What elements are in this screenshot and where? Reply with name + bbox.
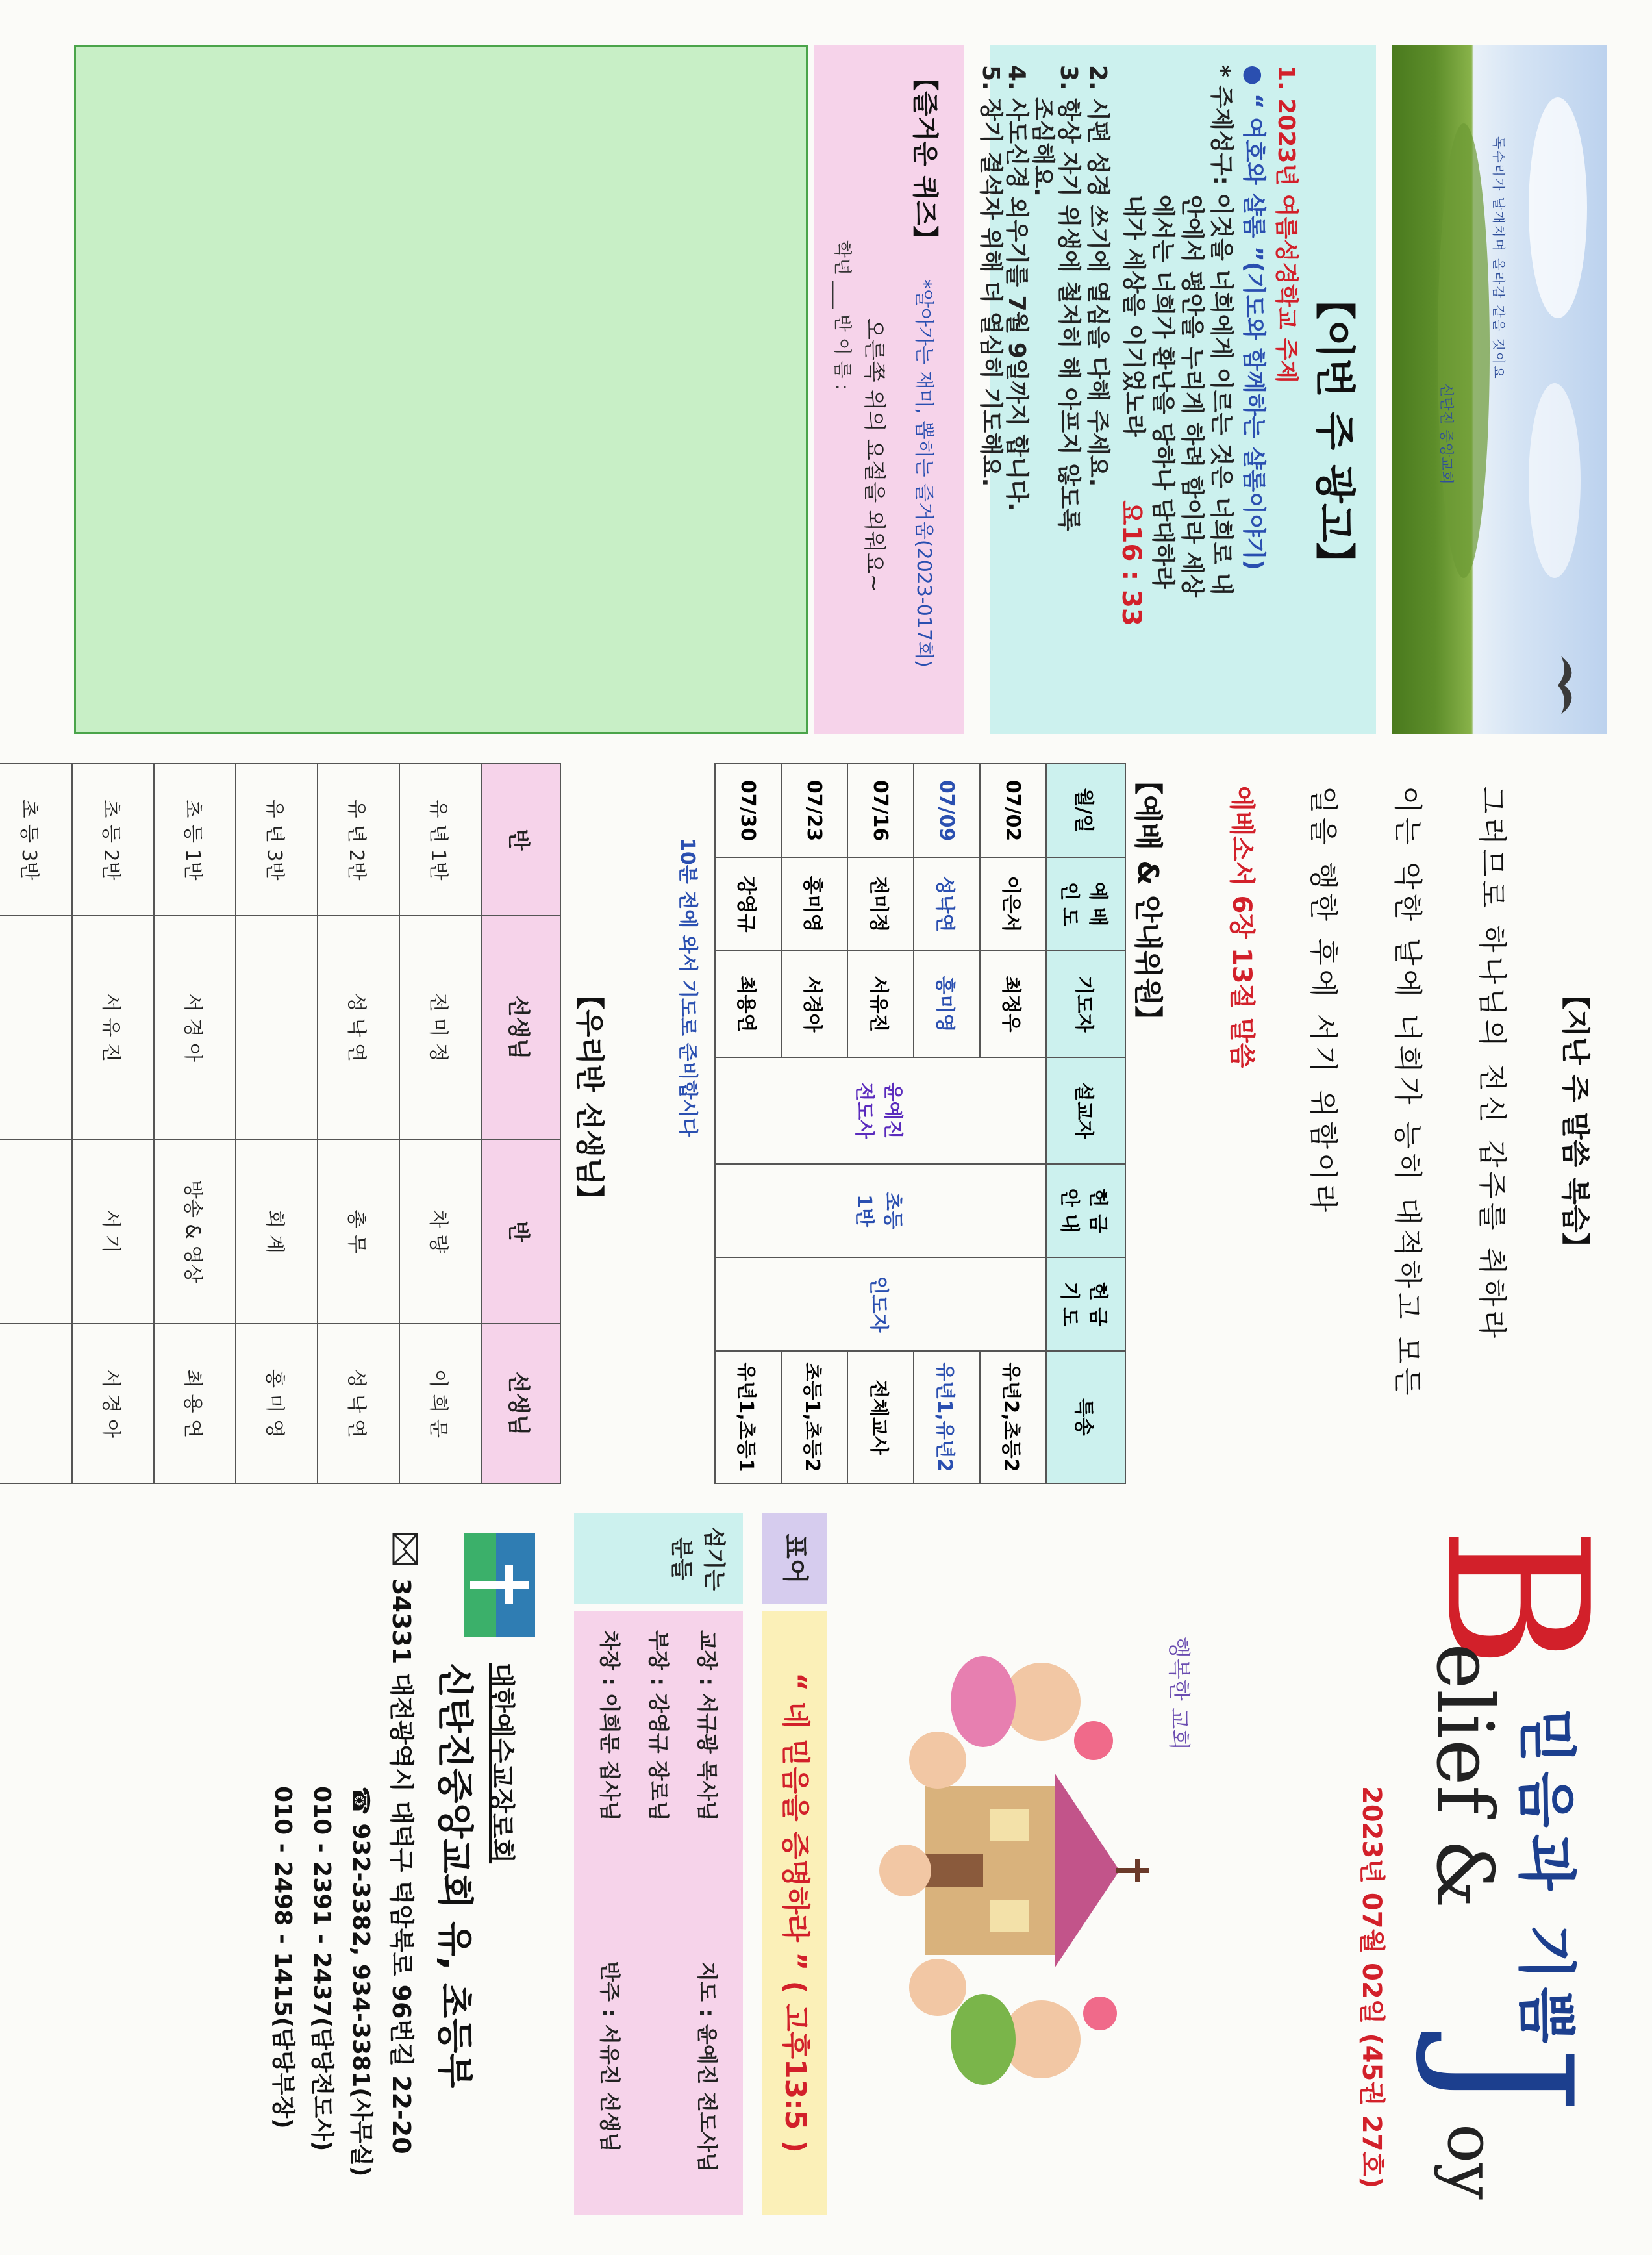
banner-image — [1392, 45, 1607, 734]
table-row — [236, 764, 318, 1483]
prayer-cell: 서경아 — [781, 951, 847, 1057]
review-title: 【지난 주 말씀 복습】 — [1558, 981, 1592, 1261]
teacher-cell: 최 용 연 — [154, 1324, 236, 1483]
staff-list — [574, 1611, 743, 2215]
leader-cell: 이은서 — [980, 857, 1046, 951]
phone-office: ☎ 932-3382, 934-3381(사무실) — [347, 1786, 374, 2177]
mail-icon — [392, 1533, 418, 1565]
motto-text: “ 네 믿음을 증명하라 ” ( 고후13:5 ) — [762, 1611, 827, 2215]
leader-cell: 홍미영 — [781, 857, 847, 951]
banner-hill — [1438, 123, 1490, 578]
table-row — [980, 764, 1046, 1483]
ads-item-1-verse: 내가 세상을 이기었노라 — [1120, 195, 1147, 437]
class-cell: 초 등 1반 — [154, 764, 236, 916]
leader-cell: 전미정 — [847, 857, 914, 951]
ads-item-1-ref: 요16 : 33 — [1116, 500, 1146, 626]
phone-head: 010 - 2498 - 1415(담당부장) — [269, 1786, 296, 2129]
illustration-caption: 행복한 교회 — [1166, 1637, 1192, 1751]
church-logo-icon — [464, 1533, 535, 1637]
review-reference: 에베소서 6장 13절 말씀 — [1227, 786, 1257, 1068]
staff-vice: 부장 : 강영규 장로님 — [646, 1630, 671, 1821]
banner-cloud — [1529, 97, 1587, 318]
role-cell: 서 기 — [72, 1139, 154, 1324]
offering-prayer-cell: 인도자 — [715, 1257, 1046, 1351]
role-cell: 총 무 — [318, 1139, 399, 1324]
date-cell: 07/09 — [914, 764, 980, 857]
role-cell: 회 계 — [236, 1139, 318, 1324]
table-row — [72, 764, 154, 1483]
quiz-section — [48, 45, 964, 734]
masthead-letter-b: B — [1403, 1526, 1629, 1670]
teachers-title: 【우리반 선생님】 — [573, 981, 606, 1214]
quiz-title: 【즐거운 퀴즈】 — [910, 65, 940, 252]
teacher-cell: 서 유 진 — [72, 916, 154, 1139]
banner-cloud — [1529, 383, 1581, 578]
class-teachers — [18, 760, 613, 1487]
quiz-subtitle: *알아가는 재미, 뽑히는 즐거움(2023-017회) — [912, 279, 935, 668]
role-cell: 방송 & 영상 — [154, 1139, 236, 1324]
worship-notice: 10분 전에 와서 기도로 준비합시다 — [676, 838, 699, 1137]
staff-elder: 차장 : 이희문 집사님 — [597, 1630, 622, 1821]
teacher-cell: 성 낙 연 — [318, 916, 399, 1139]
ads-item-1: 1. 2023년 여름성경학교 주제 — [1273, 65, 1299, 383]
eagle-icon — [1548, 656, 1581, 714]
staff-section — [574, 1513, 743, 2215]
quiz-header — [814, 45, 964, 734]
header-preacher: 설교자 — [1046, 1057, 1125, 1164]
ads-item-2: 2. 시편 성경 쓰기에 열심을 다해 주세요. — [1084, 65, 1111, 487]
header-class: 반 — [481, 764, 560, 916]
special-cell: 전체교사 — [847, 1351, 914, 1483]
preacher-cell: 윤예진 전도사 — [715, 1057, 1046, 1164]
table-header-row — [481, 764, 560, 1483]
offering-guide-cell: 초등 1반 — [715, 1164, 1046, 1257]
teacher-cell — [0, 916, 72, 1139]
special-cell: 초등1,초등2 — [781, 1351, 847, 1483]
ads-item-1-verse: * 주제성구: 이것을 너희에게 이르는 것은 너희로 내 — [1208, 65, 1234, 596]
role-cell — [0, 1139, 72, 1324]
table-row — [154, 764, 236, 1483]
worship-table — [714, 763, 1126, 1484]
ads-item-1-verse: 안에서 평안을 누리게 하려 함이라 세상 — [1179, 195, 1205, 598]
header-offering-prayer: 헌 금 기 도 — [1046, 1257, 1125, 1351]
staff-pastor: 교장 : 서규광 목사님 — [695, 1630, 720, 1821]
header-class: 반 — [481, 1139, 560, 1324]
special-cell: 유년2,초등2 — [980, 1351, 1046, 1483]
teacher-cell: 전 미 정 — [399, 916, 481, 1139]
phone-director: 010 - 2391 - 2437(담당전도사) — [308, 1786, 335, 2152]
teacher-cell — [0, 1324, 72, 1483]
date-cell: 07/30 — [715, 764, 781, 857]
prayer-cell: 홍미영 — [914, 951, 980, 1057]
date-cell: 07/16 — [847, 764, 914, 857]
review-line: 이는 악한 날에 너희가 능히 대적하고 모든 — [1391, 786, 1424, 1400]
denomination: 대한예수교장로회 — [486, 1663, 516, 1864]
teacher-cell: 이 희 문 — [399, 1324, 481, 1483]
worship-title: 【예배 & 안내위원】 — [1131, 766, 1164, 1035]
quiz-name-line: 학년 ___ 반 이 름 : — [832, 240, 853, 391]
header-prayer: 기도자 — [1046, 951, 1125, 1057]
ads-item-4: 4. 사도신경 외우기를 7월 9일까지 합니다. — [1003, 65, 1030, 511]
motto-section — [762, 1513, 827, 2215]
header-teacher: 선생님 — [481, 1324, 560, 1483]
issue-date: 2023년 07월 02일 (45권 27호) — [1357, 1786, 1386, 2189]
motto-label: 표어 — [762, 1513, 827, 1604]
banner-signature: 신탄진 중앙교회 — [1438, 383, 1454, 485]
ads-item-5: 5. 장기 결석자 위해 더 열심히 기도해요. — [977, 65, 1004, 487]
class-cell: 초 등 3반 — [0, 764, 72, 916]
leader-cell: 성낙연 — [914, 857, 980, 951]
class-cell: 유 년 1반 — [399, 764, 481, 916]
special-cell: 유년1,초등1 — [715, 1351, 781, 1483]
teachers-table — [0, 763, 561, 1484]
masthead — [1184, 1513, 1629, 2215]
happy-church-illustration — [873, 1624, 1210, 2091]
ads-title: 【이번 주 광고】 — [1311, 279, 1358, 583]
masthead-korean-title: 믿음과 기쁨 — [1512, 1708, 1580, 2050]
prayer-cell: 최정우 — [980, 951, 1046, 1057]
table-row — [0, 764, 72, 1483]
church-address: 34331 대전광역시 대덕구 덕암북로 96번길 22-20 — [387, 1578, 416, 2154]
table-header-row — [1046, 764, 1125, 1483]
staff-accompanist: 반주 : 서유진 선생님 — [597, 1961, 622, 2152]
teacher-cell: 서 경 아 — [72, 1324, 154, 1483]
ads-item-1-theme: ● “ 여호와 샬롬 ”(기도와 함께하는 샬롬이야기) — [1240, 65, 1267, 571]
header-leader: 예 배 인 도 — [1046, 857, 1125, 951]
date-cell: 07/02 — [980, 764, 1046, 857]
leader-cell: 강영규 — [715, 857, 781, 951]
table-row — [318, 764, 399, 1483]
review-line: 그러므로 하나님의 전신 갑주를 취하라 — [1475, 786, 1508, 1342]
header-teacher: 선생님 — [481, 916, 560, 1139]
ads-item-1-verse: 에서는 너희가 환난을 당하나 담대하라 — [1149, 195, 1176, 589]
quiz-instruction: 오른쪽 위의 요절을 외워요~ — [861, 318, 887, 593]
header-special: 특송 — [1046, 1351, 1125, 1483]
teacher-cell — [236, 916, 318, 1139]
last-week-review — [1191, 760, 1607, 1487]
church-info — [42, 1513, 548, 2215]
special-cell: 유년1,유년2 — [914, 1351, 980, 1483]
header-date: 월/일 — [1046, 764, 1125, 857]
header-offering-guide: 헌 금 안 내 — [1046, 1164, 1125, 1257]
masthead-elief: elief & — [1419, 1643, 1509, 1909]
date-cell: 07/23 — [781, 764, 847, 857]
church-name: 신탄진중앙교회 유, 초등부 — [433, 1663, 475, 2089]
review-line: 일을 행한 후에 서기 위함이라 — [1307, 786, 1340, 1216]
role-cell: 차 량 — [399, 1139, 481, 1324]
teacher-cell: 서 경 아 — [154, 916, 236, 1139]
prayer-cell: 서유진 — [847, 951, 914, 1057]
class-cell: 유 년 3반 — [236, 764, 318, 916]
staff-director: 지도 : 윤예진 전도사님 — [695, 1961, 720, 2173]
ads-item-3: 조심해요. — [1029, 97, 1056, 197]
this-week-ads — [977, 45, 1376, 734]
class-cell: 초 등 2반 — [72, 764, 154, 916]
banner-verse: 독수리가 날개치며 올라감 같을 것이요 — [1491, 136, 1507, 380]
staff-label: 섬기는 분들 — [574, 1513, 743, 1604]
ads-item-3: 3. 항상 자기 위생에 철저히 해 아프지 않도록 — [1055, 65, 1082, 531]
masthead-letter-j: J — [1411, 2046, 1607, 2114]
table-row — [399, 764, 481, 1483]
teacher-cell: 홍 미 영 — [236, 1324, 318, 1483]
quiz-answer-area[interactable] — [74, 45, 808, 734]
teacher-cell: 성 낙 연 — [318, 1324, 399, 1483]
worship-committee — [613, 760, 1171, 1487]
prayer-cell: 최용연 — [715, 951, 781, 1057]
masthead-oy: oy — [1433, 2124, 1509, 2200]
class-cell: 유 년 2반 — [318, 764, 399, 916]
